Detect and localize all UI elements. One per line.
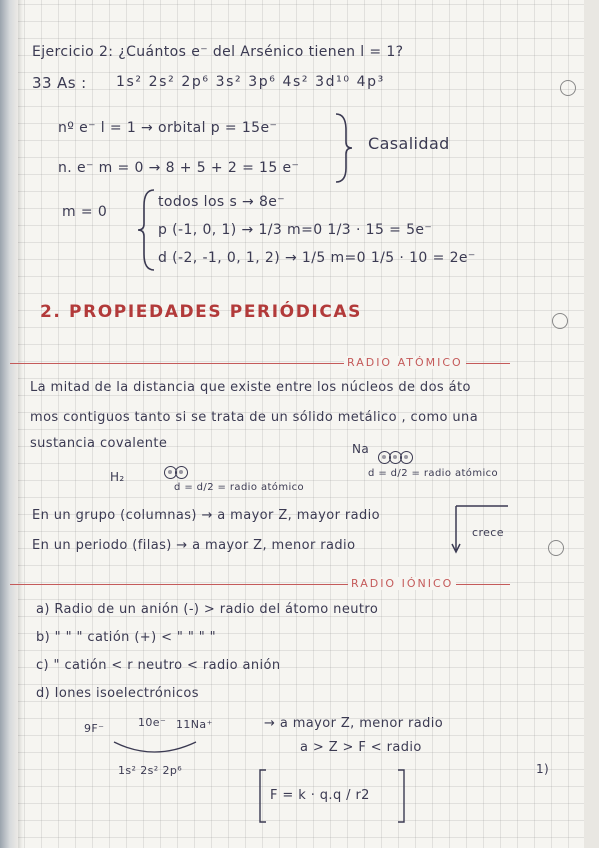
m-row-s: todos los s → 8e⁻ xyxy=(158,194,286,210)
notebook-spine xyxy=(0,0,18,848)
m-label: m = 0 xyxy=(62,204,108,220)
coulomb-law: F = k · q.q / r2 xyxy=(270,788,370,803)
ionic-item-d: d) Iones isoelectrónicos xyxy=(36,686,199,701)
orbital-line: nº e⁻ l = 1 → orbital p = 15e⁻ xyxy=(58,120,278,136)
left-brace xyxy=(136,188,156,272)
h2-label: H₂ xyxy=(110,470,125,484)
na-caption: d = d/2 = radio atómico xyxy=(368,468,499,479)
margin-ring-3 xyxy=(548,540,564,556)
margin-ring-2 xyxy=(552,313,568,329)
m-zero-line: n. e⁻ m = 0 → 8 + 5 + 2 = 15 e⁻ xyxy=(58,160,300,176)
iso-config: 1s² 2s² 2p⁶ xyxy=(118,764,183,777)
na-atoms-icon xyxy=(378,449,411,468)
notebook-page xyxy=(18,0,584,848)
group-rule: En un grupo (columnas) → a mayor Z, mayor radio xyxy=(32,508,380,523)
iso-join-lines xyxy=(110,740,200,760)
h2-atoms-icon xyxy=(164,464,186,483)
definition-line-3: sustancia covalente xyxy=(30,436,168,451)
period-rule: En un periodo (filas) → a mayor Z, menor radio xyxy=(32,538,356,553)
config-prefix: 33 As : xyxy=(32,74,87,92)
isoelectronic-rule: → a mayor Z, menor radio xyxy=(264,716,444,731)
electron-count: 10e⁻ xyxy=(138,716,167,729)
definition-line-1: La mitad de la distancia que existe entre los núcleos de dos áto xyxy=(30,380,471,395)
fluoride-ion: 9F⁻ xyxy=(84,722,105,735)
na-label: Na xyxy=(352,442,370,456)
electron-config: 1s² 2s² 2p⁶ 3s² 3p⁶ 4s² 3d¹⁰ 4p³ xyxy=(116,74,385,90)
margin-ring-1 xyxy=(560,80,576,96)
degeneracy-label: Casalidad xyxy=(368,134,450,153)
right-brace xyxy=(334,112,354,184)
radio-atomico-title: RADIO ATÓMICO xyxy=(344,356,466,369)
ionic-item-b: b) " " " catión (+) < " " " " xyxy=(36,630,217,645)
m-row-d: d (-2, -1, 0, 1, 2) → 1/5 m=0 1/5 · 10 = 2e⁻ xyxy=(158,250,476,266)
isoelectronic-compare: a > Z > F < radio xyxy=(300,740,422,755)
h2-caption: d = d/2 = radio atómico xyxy=(174,482,305,493)
ionic-item-c: c) " catión < r neutro < radio anión xyxy=(36,658,281,673)
sodium-ion: 11Na⁺ xyxy=(176,718,213,731)
ionic-item-a: a) Radio de un anión (-) > radio del átomo neutro xyxy=(36,602,379,617)
margin-note: 1) xyxy=(536,762,550,776)
exercise-title: Ejercicio 2: ¿Cuántos e⁻ del Arsénico tienen l = 1? xyxy=(32,44,404,60)
crece-label: crece xyxy=(472,526,504,539)
section-heading: 2. PROPIEDADES PERIÓDICAS xyxy=(40,302,363,322)
m-row-p: p (-1, 0, 1) → 1/3 m=0 1/3 · 15 = 5e⁻ xyxy=(158,222,433,238)
radio-ionico-title: RADIO IÓNICO xyxy=(348,577,456,590)
definition-line-2: mos contiguos tanto si se trata de un sólido metálico , como una xyxy=(30,410,479,425)
